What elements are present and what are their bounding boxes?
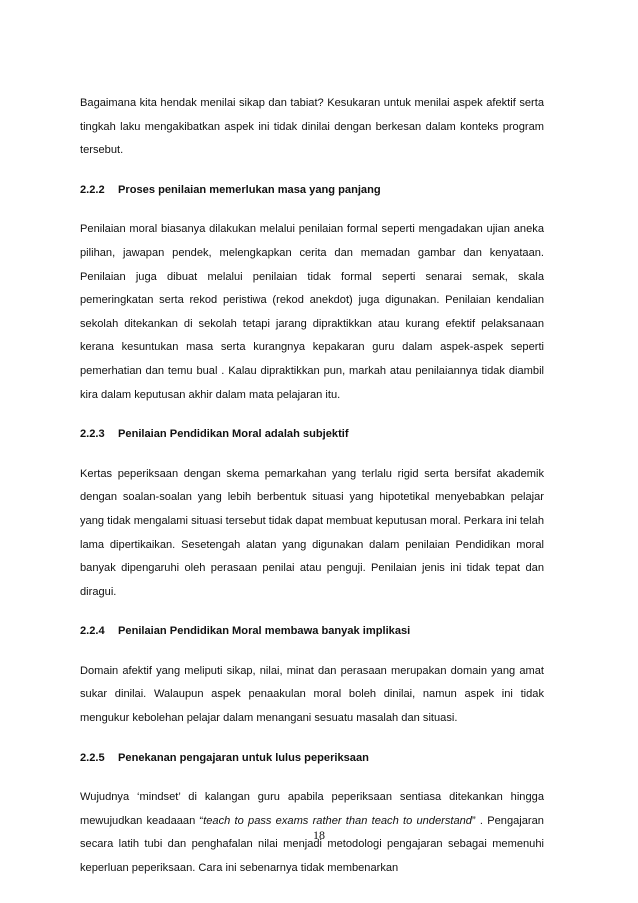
section-number: 2.2.3 bbox=[80, 428, 105, 441]
section-title: Penilaian Pendidikan Moral membawa banyak implikasi bbox=[118, 625, 411, 638]
section-body-2-2-4: Domain afektif yang meliputi sikap, nilai, minat dan perasaan merupakan domain yang amat sukar dinilai. Walaupun aspek penaakulan moral boleh dinilai, namun aspek ini tidak mengukur kebolehan pelajar dalam menangani sesuatu masalah dan situasi. bbox=[80, 664, 544, 725]
document-page bbox=[80, 92, 544, 897]
body-text-before-quote: Wujudnya ‘mindset’ di kalangan guru apabila peperiksaan sentiasa ditekankan hingga mewujudkan keadaaan “ bbox=[80, 791, 544, 827]
section-number: 2.2.2 bbox=[80, 183, 105, 196]
section-heading-2-2-3 bbox=[80, 423, 544, 447]
section-number: 2.2.4 bbox=[80, 625, 105, 638]
section-heading-2-2-5 bbox=[80, 747, 544, 771]
section-body-2-2-3: Kertas peperiksaan dengan skema pemarkahan yang terlalu rigid serta bersifat akademik dengan soalan-soalan yang lebih berbentuk situasi yang hipotetikal menyebabkan pelajar yang tidak mengalami situasi tersebut tidak dapat membuat keputusan moral. Perkara ini telah lama dipertikaikan. Sesetengah alatan yang digunakan dalam penilaian Pendidikan moral banyak dipengaruhi oleh perasaan penilai atau penguji. Penilaian jenis ini tidak tepat dan diragui. bbox=[80, 467, 544, 598]
italic-quote: teach to pass exams rather than teach to understand bbox=[203, 814, 472, 827]
intro-paragraph: Bagaimana kita hendak menilai sikap dan tabiat? Kesukaran untuk menilai aspek afektif serta tingkah laku mengakibatkan aspek ini tidak dinilai dengan berkesan dalam konteks program tersebut. bbox=[80, 97, 544, 157]
section-body-2-2-2: Penilaian moral biasanya dilakukan melalui penilaian formal seperti mengadakan ujian aneka pilihan, jawapan pendek, melengkapkan cerita dan memadan gambar dan kenyataan. Penilaian juga dibuat melalui penilaian tidak formal seperti senarai semak, skala pemeringkatan serta rekod peristiwa (rekod anekdot) juga digunakan. Penilaian kendalian sekolah ditekankan di sekolah tetapi jarang dipraktikkan atau kurang efektif pelaksanaan kerana kesuntukan masa serta kurangnya kepakaran guru dalam aspek-aspek seperti pemerhatian dan temu bual . Kalau dipraktikkan pun, markah atau penilaiannya tidak diambil kira dalam keputusan akhir dalam mata pelajaran itu. bbox=[80, 223, 544, 401]
body-text-after-quote: ” . Pengajaran secara latih tubi dan penghafalan nilai menjadi metodologi pengajaran sebagai memenuhi keperluan peperiksaan. Cara ini sebenarnya tidak membenarkan bbox=[80, 814, 544, 875]
section-heading-2-2-2 bbox=[80, 179, 544, 203]
section-number: 2.2.5 bbox=[80, 751, 105, 764]
page-number: 18 bbox=[313, 828, 325, 842]
section-title: Proses penilaian memerlukan masa yang panjang bbox=[118, 183, 381, 196]
section-title: Penilaian Pendidikan Moral adalah subjektif bbox=[118, 428, 349, 441]
section-heading-2-2-4 bbox=[80, 620, 544, 644]
section-title: Penekanan pengajaran untuk lulus peperiksaan bbox=[118, 751, 369, 764]
